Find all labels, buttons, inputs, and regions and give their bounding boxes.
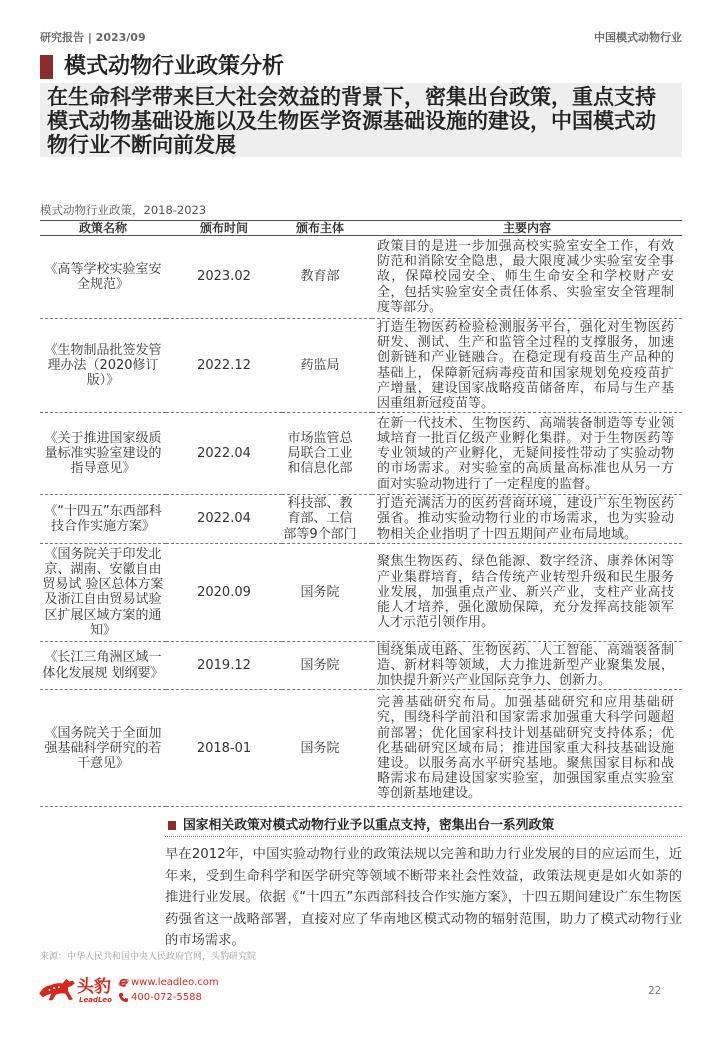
table-row <box>40 543 682 641</box>
source-note: 来源：中华人民共和国中央人民政府官网，头豹研究院 <box>40 952 257 963</box>
main-content-cell: 打造充满活力的医药营商环境，建设广东生物医药强省。推动实验动物行业的市场需求，也为实验动物相关企业指明了十四五期间产业布局地域。 <box>372 495 682 544</box>
issue-date-cell: 2022.04 <box>166 413 282 495</box>
issuer-cell: 国务院 <box>282 543 372 641</box>
highlight-marker <box>168 821 176 830</box>
column-header-main-content: 主要内容 <box>372 221 682 236</box>
table-caption: 模式动物行业政策，2018-2023 <box>40 203 207 217</box>
industry-name: 中国模式动物行业 <box>594 31 682 44</box>
issuer-cell: 国务院 <box>282 641 372 690</box>
issuer-cell: 科技部、教育部、工信部等9个部门 <box>282 495 372 544</box>
phone-number: 400-072-5588 <box>131 992 202 1003</box>
issuer-cell: 市场监管总局联合工业和信息化部 <box>282 413 372 495</box>
table-row <box>40 236 682 319</box>
main-content-cell: 聚焦生物医药、绿色能源、数字经济、康养休闲等产业集群培育，结合传统产业转型升级和民生服务业发展，加强重点产业、新兴产业，支柱产业高技能人才培养，强化激励保障，充分发挥高技能领军人才示范引领作用。 <box>372 543 682 641</box>
main-content-cell: 围绕集成电路、生物医药、人工智能、高端装备制造、新材料等领域，大力推进新型产业聚集发展，加快提升新兴产业国际竞争力、创新力。 <box>372 641 682 690</box>
table-row <box>40 641 682 690</box>
main-content-cell: 在新一代技术、生物医药、高端装备制造等专业领域培育一批百亿级产业孵化集群。对于生物医药等专业领域的产业孵化，无疑间接性带动了实验动物的市场需求。对实验室的高质量高标准也从另一方面对实验动物进行了一定程度的监督。 <box>372 413 682 495</box>
table-row <box>40 495 682 544</box>
issue-date-cell: 2020.09 <box>166 543 282 641</box>
main-content-cell: 打造生物医药检验检测服务平台，强化对生物医药研发、测试、生产和监管全过程的支撑服务，加速创新链和产业链融合。在稳定现有疫苗生产品种的基础上，保障新冠病毒疫苗和国家规划免疫疫苗扩产增量，建设国家战略疫苗储备库，布局与生产基因重组新冠疫苗等。 <box>372 319 682 413</box>
page-footer <box>38 972 338 1008</box>
policy-name-cell: 《生物制品批签发管理办法（2020修订版）》 <box>40 319 166 413</box>
title-marker <box>40 55 53 79</box>
website-link[interactable]: www.leadleo.com <box>131 977 219 988</box>
page-title: 模式动物行业政策分析 <box>64 54 285 79</box>
table-row <box>40 413 682 495</box>
analysis-paragraph: 早在2012年，中国实验动物行业的政策法规以完善和助力行业发展的目的应运而生，近年来，受到生命科学和医学研究等领域不断带来社会性效益，政策法规更是如火如荼的推进行业发展。依据《“十四五”东西部科技合作实施方案》，十四五期间建设广东生物医药强省这一战略部署，直接对应了华南地区模式动物的辐射范围，助力了模式动物行业的市场需求。 <box>165 847 682 949</box>
issue-date-cell: 2022.12 <box>166 319 282 413</box>
page-header <box>40 31 682 45</box>
report-type-date: 研究报告 | 2023/09 <box>40 31 146 44</box>
brand-name: 头豹 <box>77 977 111 997</box>
section-title <box>40 53 440 81</box>
issuer-cell: 国务院 <box>282 690 372 807</box>
main-content-cell: 政策目的是进一步加强高校实验室安全工作，有效防范和消除安全隐患，最大限度减少实验室安全事故，保障校园安全、师生生命安全和学校财产安全，包括实验室安全责任体系、实验室安全管理制度等部分。 <box>372 236 682 319</box>
brand-name-en: LeadLeo <box>79 996 112 1004</box>
key-finding-box: 在生命科学带来巨大社会效益的背景下，密集出台政策，重点支持模式动物基础设施以及生物医学资源基础设施的建设，中国模式动物行业不断向前发展 <box>40 83 682 157</box>
policy-name-cell: 《高等学校实验室安全规范》 <box>40 236 166 319</box>
policy-name-cell: 《国务院关于印发北京、湖南、安徽自由贸易试 验区总体方案及浙江自由贸易试验区扩展区域方案的通知》 <box>40 543 166 641</box>
column-header-issue-date: 颁布时间 <box>166 221 282 236</box>
column-header-issuer: 颁布主体 <box>282 221 372 236</box>
table-row <box>40 319 682 413</box>
column-header-policy-name: 政策名称 <box>40 221 166 236</box>
page-number: 22 <box>648 985 662 997</box>
policy-table <box>40 220 682 807</box>
issue-date-cell: 2022.04 <box>166 495 282 544</box>
website-icon <box>118 977 129 988</box>
main-content-cell: 完善基础研究布局。加强基础研究和应用基础研究，围绕科学前沿和国家需求加强重大科学问题超前部署；优化国家科技计划基础研究支持体系；优化基础研究区域布局；推进国家重大科技基础设施建设。以服务高水平研究基地。聚焦国家目标和战略需求布局建设国家实验室，加强国家重点实验室等创新基地建设。 <box>372 690 682 807</box>
policy-name-cell: 《长江三角洲区域一体化发展规 划纲要》 <box>40 641 166 690</box>
issue-date-cell: 2019.12 <box>166 641 282 690</box>
issue-date-cell: 2018-01 <box>166 690 282 807</box>
highlight-heading-text: 国家相关政策对模式动物行业予以重点支持，密集出台一系列政策 <box>183 818 555 834</box>
policy-name-cell: 《“十四五”东西部科技合作实施方案》 <box>40 495 166 544</box>
table-header-row <box>40 221 682 236</box>
leopard-logo-icon <box>38 975 76 1003</box>
issuer-cell: 教育部 <box>282 236 372 319</box>
main-content <box>40 220 682 963</box>
table-row <box>40 690 682 807</box>
policy-name-cell: 《国务院关于全面加强基础科学研究的若干意见》 <box>40 690 166 807</box>
policy-name-cell: 《关于推进国家级质量标准实验室建设的指导意见》 <box>40 413 166 495</box>
issue-date-cell: 2023.02 <box>166 236 282 319</box>
phone-icon <box>118 992 129 1003</box>
highlight-heading <box>165 817 682 837</box>
issuer-cell: 药监局 <box>282 319 372 413</box>
